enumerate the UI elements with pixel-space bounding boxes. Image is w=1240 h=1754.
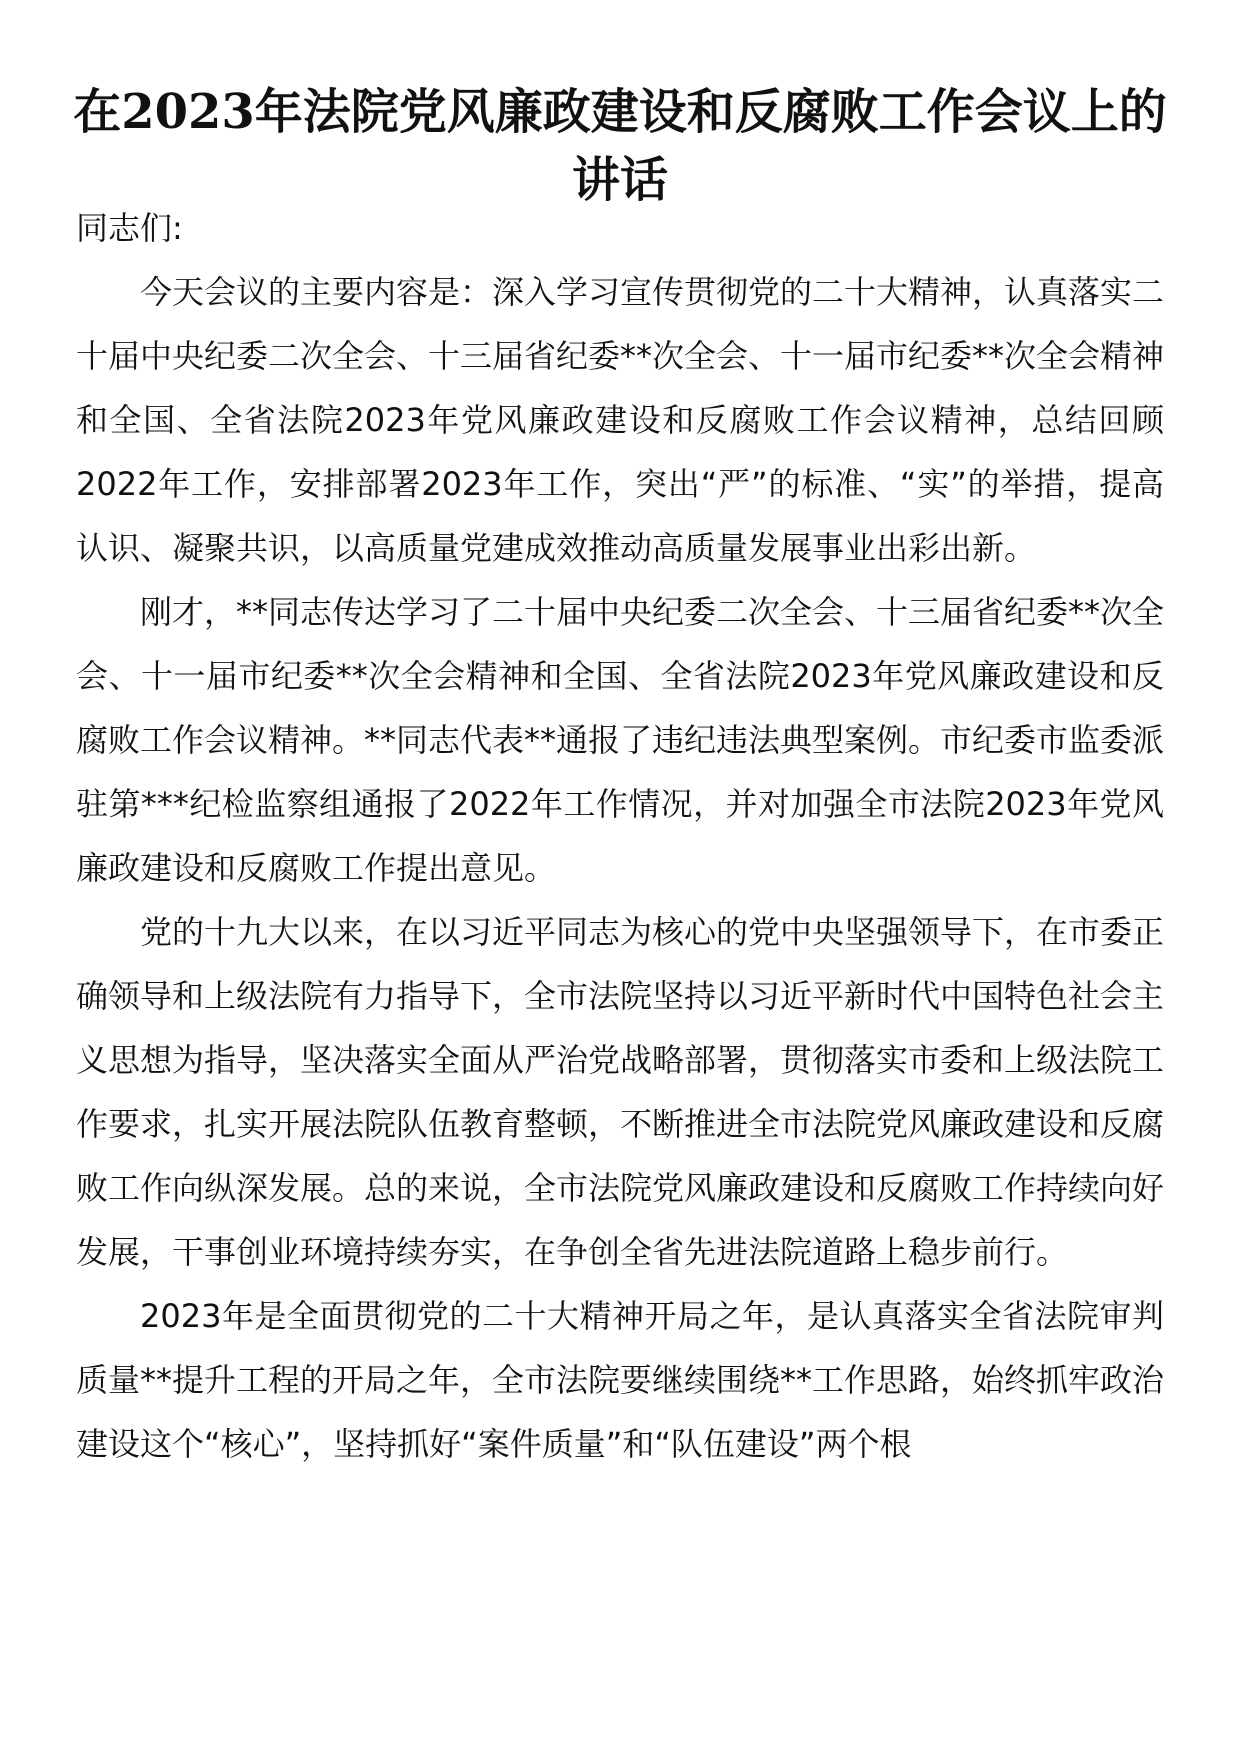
document-body [76, 196, 1164, 1476]
paragraph-1: 今天会议的主要内容是：深入学习宣传贯彻党的二十大精神，认真落实二十届中央纪委二次全会、十三届省纪委**次全会、十一届市纪委**次全会精神和全国、全省法院2023年党风廉政建设和反腐败工作会议精神，总结回顾2022年工作，安排部署2023年工作，突出“严”的标准、“实”的举措，提高认识、凝聚共识，以高质量党建成效推动高质量发展事业出彩出新。 [76, 273, 1165, 567]
document-title: 在2023年法院党风廉政建设和反腐败工作会议上的讲话 [73, 84, 1167, 208]
paragraph-3: 党的十九大以来，在以习近平同志为核心的党中央坚强领导下，在市委正确领导和上级法院有力指导下，全市法院坚持以习近平新时代中国特色社会主义思想为指导，坚决落实全面从严治党战略部署，贯彻落实市委和上级法院工作要求，扎实开展法院队伍教育整顿，不断推进全市法院党风廉政建设和反腐败工作向纵深发展。总的来说，全市法院党风廉政建设和反腐败工作持续向好发展，干事创业环境持续夯实，在争创全省先进法院道路上稳步前行。 [76, 913, 1165, 1271]
paragraph-2: 刚才，**同志传达学习了二十届中央纪委二次全会、十三届省纪委**次全会、十一届市纪委**次全会精神和全国、全省法院2023年党风廉政建设和反腐败工作会议精神。**同志代表**通报了违纪违法典型案例。市纪委市监委派驻第***纪检监察组通报了2022年工作情况，并对加强全市法院2023年党风廉政建设和反腐败工作提出意见。 [76, 593, 1165, 887]
salutation: 同志们: [76, 209, 183, 247]
paragraph-4: 2023年是全面贯彻党的二十大精神开局之年，是认真落实全省法院审判质量**提升工程的开局之年，全市法院要继续围绕**工作思路，始终抓牢政治建设这个“核心”，坚持抓好“案件质量”和“队伍建设”两个根 [76, 1297, 1165, 1463]
